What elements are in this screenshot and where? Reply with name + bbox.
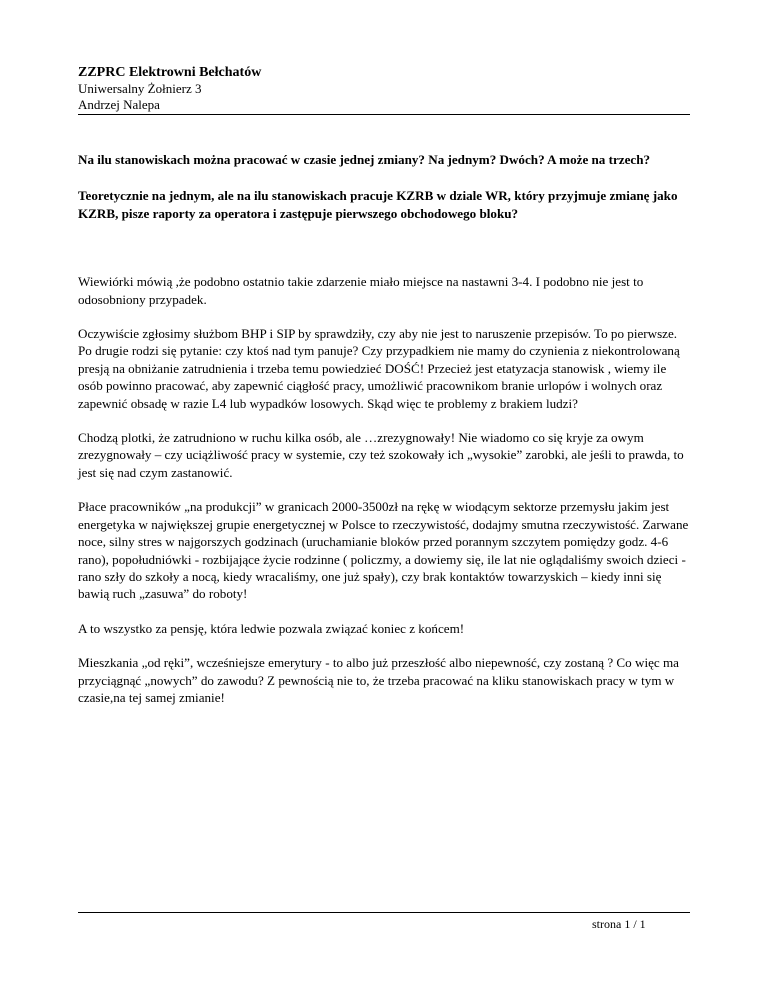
letterhead (78, 64, 688, 113)
headline-answer: Teoretycznie na jednym, ale na ilu stanowiskach pracuje KZRB w dziale WR, który przyjmuje zmianę jako KZRB, pisze raporty za operatora i zastępuje pierwszego obchodowego bloku? (78, 188, 678, 221)
header-divider (78, 114, 690, 115)
body-paragraph: Chodzą plotki, że zatrudniono w ruchu kilka osób, ale …zrezygnowały! Nie wiadomo co się kryje za owym zrezygnowały – czy uciążliwość pracy w systemie, czy też szokowały ich „wysokie” zarobki, ale jeśli to prawda, to jest się nad czym zastanowić. (78, 430, 684, 480)
body-paragraph: Mieszkania „od ręki”, wcześniejsze emerytury - to albo już przeszłość albo niepewność, czy zostaną ? Co więc ma przyciągnąć „nowych” do zawodu? Z pewnością nie to, że trzeba pracować na kliku stanowiskach pracy w tym w czasie,na tej samej zmianie! (78, 655, 679, 705)
organization-name: ZZPRC Elektrowni Bełchatów (78, 65, 262, 80)
body-paragraph: Wiewiórki mówią ,że podobno ostatnio takie zdarzenie miało miejsce na nastawni 3-4. I podobno nie jest to odosobniony przypadek. (78, 274, 644, 307)
body-paragraph: Oczywiście zgłosimy służbom BHP i SIP by sprawdziły, czy aby nie jest to naruszenie przepisów. To po pierwsze. Po drugie rodzi się pytanie: czy ktoś nad tym panuje? Czy przypadkiem nie mamy do czynienia z niekontrolowaną presją na obniżanie zatrudnienia i trzeba temu powiedzieć DOŚĆ! Przecież jest etatyzacja stanowisk , wiemy ile osób powinno pracować, aby zapewnić ciągłość pracy, umożliwić pracownikom branie urlopów i wolnych oraz zapewnić obsadę w razie L4 lub wypadków losowych. Skąd więc te problemy z brakiem ludzi? (78, 326, 680, 411)
page-number: strona 1 / 1 (592, 917, 646, 931)
footer-divider (78, 912, 690, 913)
body-paragraph: Płace pracowników „na produkcji” w granicach 2000-3500zł na rękę w wiodącym sektorze przemysłu jakim jest energetyka w największej grupie energetycznej w Polsce to rzeczywistość, dodajmy smutna rzeczywistość. Zarwane noce, silny stres w najgorszych godzinach (uruchamianie bloków przed porannym szczytem pomiędzy godz. 4-6 rano), popołudniówki - rozbijające życie rodzinne ( policzmy, a dowiemy się, ile lat nie oglądaliśmy swoich dzieci - rano szły do szkoły a nocą, kiedy wracaliśmy, one już spały), czy brak kontaktów towarzyskich – kiedy inni się bawią ruch „zasuwa” do roboty! (78, 499, 689, 602)
document-body (78, 151, 690, 706)
body-paragraph: A to wszystko za pensję, która ledwie pozwala związać koniec z końcem! (78, 620, 465, 636)
author-name: Andrzej Nalepa (78, 97, 160, 112)
header-subtitle: Uniwersalny Żołnierz 3 (78, 81, 202, 96)
headline-question: Na ilu stanowiskach można pracować w czasie jednej zmiany? Na jednym? Dwóch? A może na trzech? (78, 152, 651, 167)
